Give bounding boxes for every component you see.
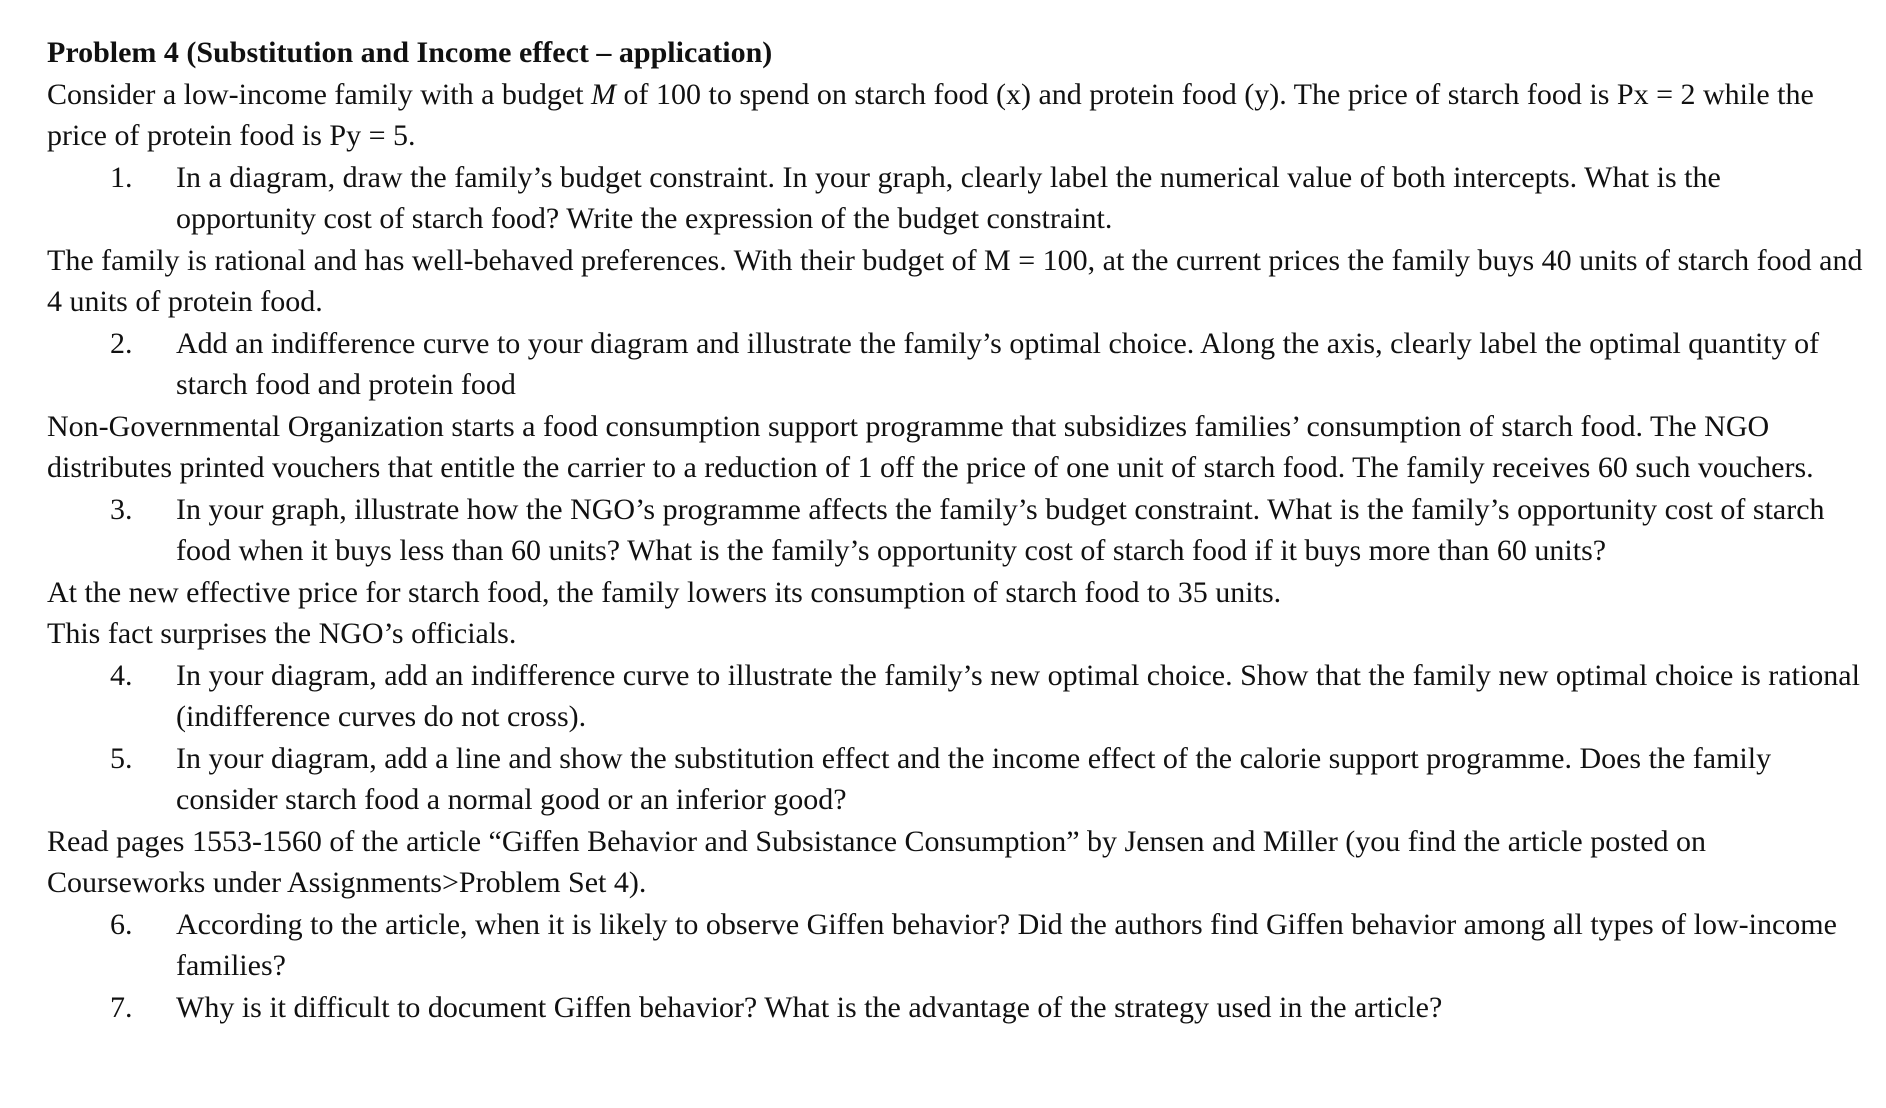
question-text: In your diagram, add an indifference curve to illustrate the family’s new optimal choice. Show that the family new optimal choice is rational (indifference curves do not cross).: [176, 658, 1860, 733]
question-3: [47, 489, 1867, 572]
question-1: [47, 157, 1867, 240]
ngo-paragraph: Non-Governmental Organization starts a food consumption support programme that subsidizes families’ consumption of starch food. The NGO distributes printed vouchers that entitle the carrier to a reduction of 1 off the price of one unit of starch food. The family receives 60 such vouchers.: [47, 409, 1814, 484]
question-4: [47, 655, 1867, 738]
intro-paragraph: [47, 74, 1867, 157]
question-5: [47, 738, 1867, 821]
question-text: In your diagram, add a line and show the substitution effect and the income effect of the calorie support programme. Does the family consider starch food a normal good or an inferior good?: [176, 741, 1772, 816]
reading-paragraph: Read pages 1553-1560 of the article “Giffen Behavior and Subsistance Consumption” by Jensen and Miller (you find the article posted on Courseworks under Assignments>Problem Set 4).: [47, 824, 1707, 899]
question-text: In your graph, illustrate how the NGO’s programme affects the family’s budget constraint. What is the family’s opportunity cost of starch food when it buys less than 60 units? What is the family’s opportunity cost of starch food if it buys more than 60 units?: [176, 492, 1825, 567]
question-number: 1.: [110, 160, 133, 194]
rational-paragraph: The family is rational and has well-behaved preferences. With their budget of M = 100, at the current prices the family buys 40 units of starch food and 4 units of protein food.: [47, 243, 1863, 318]
question-number: 3.: [110, 492, 133, 526]
question-text: Why is it difficult to document Giffen behavior? What is the advantage of the strategy used in the article?: [176, 990, 1443, 1024]
intro-text-start: Consider a low-income family with a budget: [47, 77, 592, 111]
budget-variable: M: [591, 77, 617, 111]
question-number: 2.: [110, 326, 133, 360]
question-number: 6.: [110, 907, 133, 941]
question-2: [47, 323, 1867, 406]
new-price-paragraph: At the new effective price for starch food, the family lowers its consumption of starch food to 35 units.: [47, 575, 1282, 609]
question-text: According to the article, when it is likely to observe Giffen behavior? Did the authors find Giffen behavior among all types of low-income families?: [176, 907, 1837, 982]
problem-document: [47, 32, 1867, 1028]
question-text: Add an indifference curve to your diagram and illustrate the family’s optimal choice. Along the axis, clearly label the optimal quantity of starch food and protein food: [176, 326, 1820, 401]
question-text: In a diagram, draw the family’s budget constraint. In your graph, clearly label the numerical value of both intercepts. What is the opportunity cost of starch food? Write the expression of the budget constraint.: [176, 160, 1721, 235]
question-number: 5.: [110, 741, 133, 775]
surprise-paragraph: This fact surprises the NGO’s officials.: [47, 617, 517, 650]
question-number: 7.: [110, 990, 133, 1024]
problem-title: Problem 4 (Substitution and Income effect – application): [47, 36, 773, 69]
intro-text-end: of 100 to spend on starch food (x) and protein food (y). The price of starch food is Px = 2 while the price of protein food is Py = 5.: [47, 77, 1814, 152]
question-7: [47, 987, 1867, 1029]
question-6: [47, 904, 1867, 987]
question-number: 4.: [110, 658, 133, 692]
